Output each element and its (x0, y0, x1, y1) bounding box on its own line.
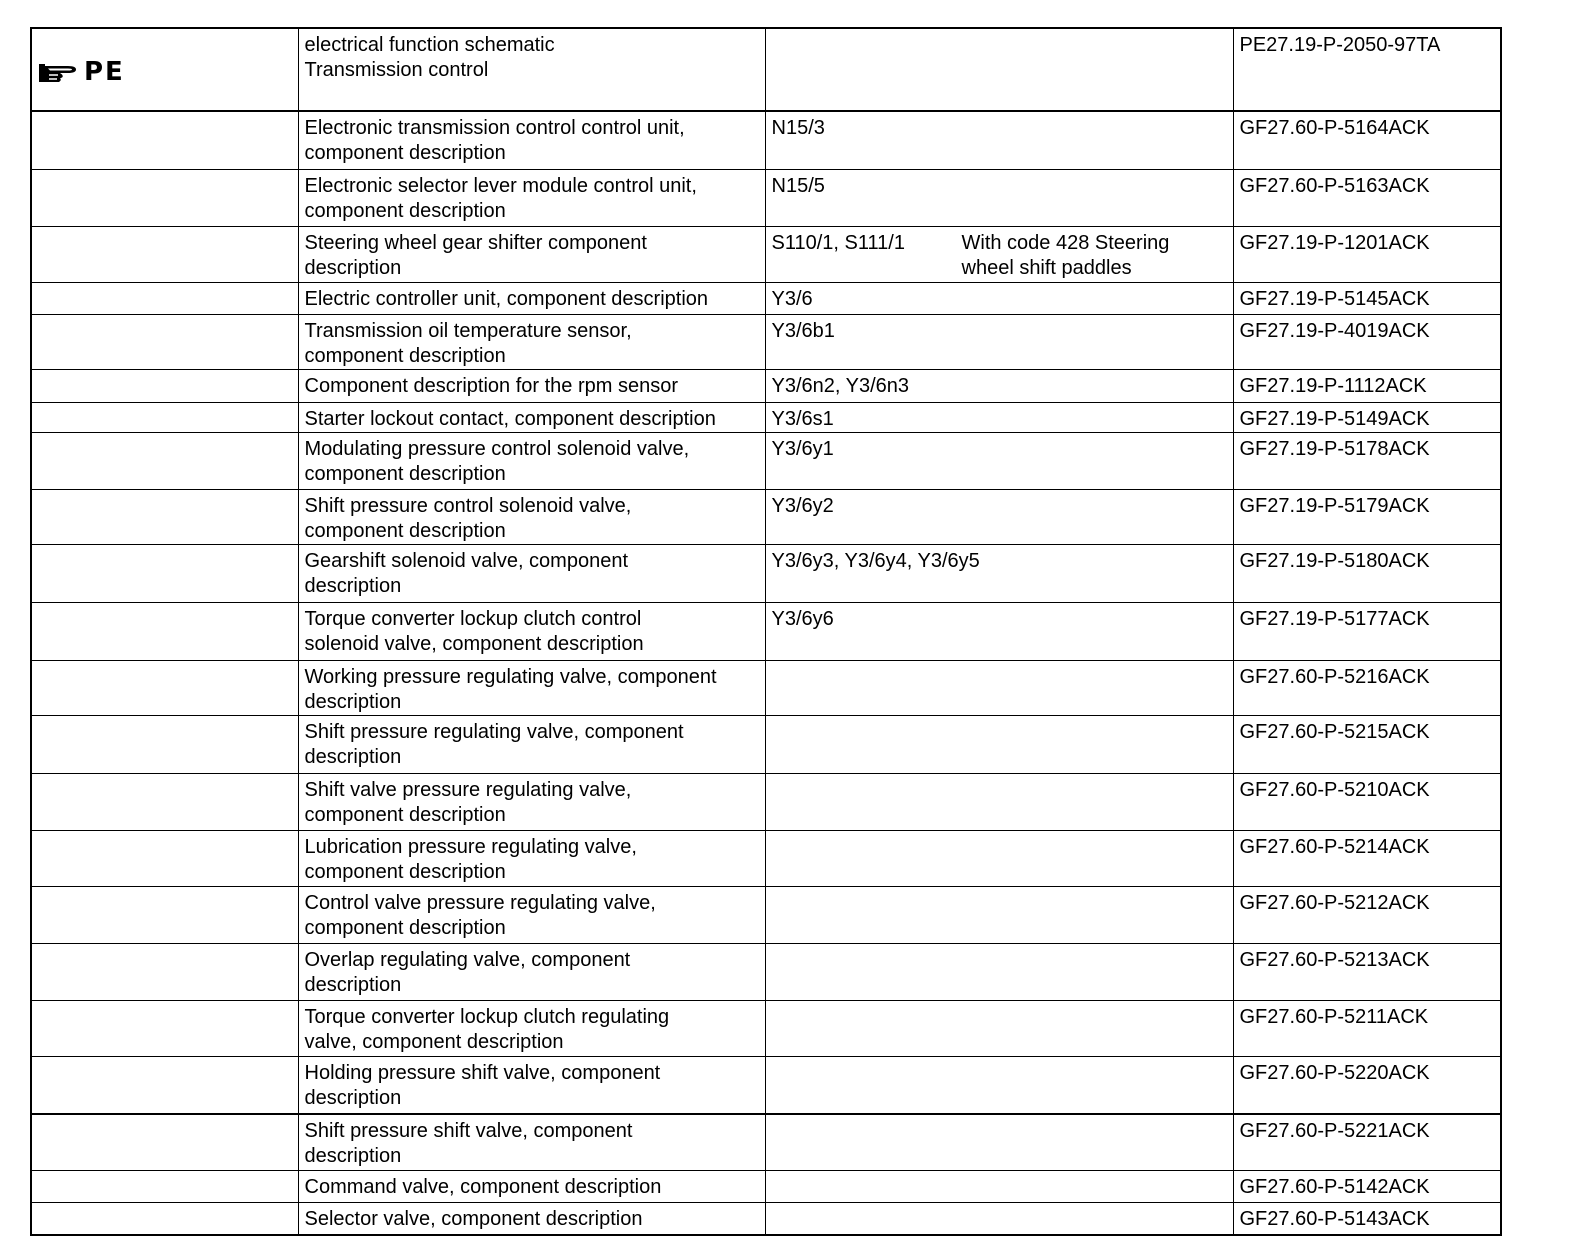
empty-cell (31, 1114, 298, 1170)
component-description: Control valve pressure regulating valve, component description (298, 886, 765, 943)
component-codes: Y3/6s1 (771, 407, 834, 430)
component-codes-cell (765, 314, 1233, 369)
document-reference[interactable]: GF27.19-P-5149ACK (1233, 402, 1501, 432)
document-reference[interactable]: GF27.19-P-1201ACK (1233, 226, 1501, 282)
table-row (31, 369, 1501, 402)
table-row (31, 660, 1501, 715)
component-description: Starter lockout contact, component description (298, 402, 765, 432)
table-row (31, 886, 1501, 943)
document-reference[interactable]: GF27.60-P-5220ACK (1233, 1056, 1501, 1114)
table-row (31, 432, 1501, 489)
table-row (31, 1056, 1501, 1114)
component-description: Gearshift solenoid valve, component description (298, 544, 765, 602)
document-reference[interactable]: GF27.60-P-5142ACK (1233, 1170, 1501, 1202)
component-description: Torque converter lockup clutch regulating valve, component description (298, 1000, 765, 1056)
table-row (31, 602, 1501, 660)
component-description: Working pressure regulating valve, component description (298, 660, 765, 715)
document-reference[interactable]: GF27.60-P-5214ACK (1233, 830, 1501, 886)
codes-and-note (772, 231, 1227, 281)
empty-cell (31, 1056, 298, 1114)
component-description: Shift pressure regulating valve, component description (298, 715, 765, 773)
empty-cell (31, 489, 298, 544)
table-row (31, 314, 1501, 369)
empty-cell (31, 715, 298, 773)
document-reference[interactable]: GF27.19-P-5145ACK (1233, 282, 1501, 314)
empty-cell (31, 1000, 298, 1056)
empty-cell (31, 226, 298, 282)
pointing-hand-icon (38, 61, 78, 85)
component-description: Holding pressure shift valve, component description (298, 1056, 765, 1114)
component-description: Lubrication pressure regulating valve, component description (298, 830, 765, 886)
component-description: Selector valve, component description (298, 1202, 765, 1235)
document-reference[interactable]: GF27.60-P-5163ACK (1233, 169, 1501, 226)
component-codes: Y3/6y6 (771, 607, 834, 630)
document-reference[interactable]: GF27.60-P-5143ACK (1233, 1202, 1501, 1235)
empty-cell (31, 773, 298, 830)
component-codes-cell (765, 886, 1233, 943)
component-codes-cell (765, 111, 1233, 169)
schematic-title: electrical function schematic Transmission control (298, 28, 765, 111)
pe-label: PE (84, 57, 125, 87)
table-row (31, 402, 1501, 432)
component-description: Shift pressure control solenoid valve, component description (298, 489, 765, 544)
component-description: Torque converter lockup clutch control solenoid valve, component description (298, 602, 765, 660)
document-reference[interactable]: GF27.60-P-5213ACK (1233, 943, 1501, 1000)
component-description: Command valve, component description (298, 1170, 765, 1202)
empty-cell (31, 660, 298, 715)
component-codes-cell (765, 226, 1233, 282)
document-reference[interactable]: GF27.60-P-5164ACK (1233, 111, 1501, 169)
table-row (31, 1000, 1501, 1056)
empty-cell (31, 1202, 298, 1235)
table-row (31, 489, 1501, 544)
component-codes: Y3/6y3, Y3/6y4, Y3/6y5 (771, 549, 980, 572)
component-codes-cell (765, 369, 1233, 402)
table-row (31, 111, 1501, 169)
component-description: Modulating pressure control solenoid valve, component description (298, 432, 765, 489)
table-row (31, 715, 1501, 773)
empty-cell (31, 830, 298, 886)
component-codes: Y3/6 (771, 287, 813, 310)
component-codes-cell (765, 830, 1233, 886)
table-row (31, 544, 1501, 602)
document-reference[interactable]: GF27.60-P-5215ACK (1233, 715, 1501, 773)
component-codes: Y3/6y1 (771, 437, 834, 460)
document-reference[interactable]: GF27.19-P-1112ACK (1233, 369, 1501, 402)
component-codes-cell (765, 660, 1233, 715)
component-codes-cell (765, 1000, 1233, 1056)
component-description: Shift valve pressure regulating valve, component description (298, 773, 765, 830)
component-description: Electronic transmission control control unit, component description (298, 111, 765, 169)
component-description: Steering wheel gear shifter component description (298, 226, 765, 282)
table-row (31, 169, 1501, 226)
empty-cell (31, 432, 298, 489)
empty-cell (31, 111, 298, 169)
empty-cell (31, 886, 298, 943)
component-codes: Y3/6y2 (771, 494, 834, 517)
component-codes-cell (765, 432, 1233, 489)
component-codes-cell (765, 489, 1233, 544)
pe-marker-cell (31, 28, 298, 111)
empty-cell (31, 602, 298, 660)
empty-cell (31, 402, 298, 432)
header-row (31, 28, 1501, 111)
document-reference[interactable]: GF27.60-P-5212ACK (1233, 886, 1501, 943)
empty-cell (31, 314, 298, 369)
document-reference[interactable]: GF27.19-P-5178ACK (1233, 432, 1501, 489)
component-codes-cell (765, 544, 1233, 602)
component-description: Electronic selector lever module control unit, component description (298, 169, 765, 226)
table-row (31, 1170, 1501, 1202)
component-codes-cell (765, 402, 1233, 432)
empty-cell (765, 28, 1233, 111)
component-codes-cell (765, 943, 1233, 1000)
component-codes-cell (765, 715, 1233, 773)
schematic-reference[interactable]: PE27.19-P-2050-97TA (1233, 28, 1501, 111)
component-codes-cell (765, 282, 1233, 314)
component-description: Overlap regulating valve, component description (298, 943, 765, 1000)
document-reference[interactable]: GF27.60-P-5221ACK (1233, 1114, 1501, 1170)
component-codes: N15/5 (771, 174, 825, 197)
table-row (31, 282, 1501, 314)
component-codes-cell (765, 1170, 1233, 1202)
component-codes: Y3/6n2, Y3/6n3 (771, 374, 910, 397)
empty-cell (31, 943, 298, 1000)
table-row (31, 1114, 1501, 1170)
document-reference[interactable]: GF27.19-P-5177ACK (1233, 602, 1501, 660)
component-codes: N15/3 (771, 117, 825, 139)
empty-cell (31, 544, 298, 602)
component-codes-cell (765, 1114, 1233, 1170)
document-reference[interactable]: GF27.60-P-5216ACK (1233, 660, 1501, 715)
document-reference[interactable]: GF27.19-P-5179ACK (1233, 489, 1501, 544)
table-row (31, 830, 1501, 886)
document-reference[interactable]: GF27.60-P-5211ACK (1233, 1000, 1501, 1056)
component-description: Shift pressure shift valve, component description (298, 1114, 765, 1170)
table-row (31, 226, 1501, 282)
empty-cell (31, 369, 298, 402)
component-codes-cell (765, 602, 1233, 660)
empty-cell (31, 169, 298, 226)
component-codes-cell (765, 1056, 1233, 1114)
component-codes-cell (765, 1202, 1233, 1235)
document-reference-table (30, 27, 1502, 1236)
component-description: Transmission oil temperature sensor, component description (298, 314, 765, 369)
document-reference[interactable]: GF27.19-P-5180ACK (1233, 544, 1501, 602)
component-codes-cell (765, 169, 1233, 226)
component-codes-cell (765, 773, 1233, 830)
component-codes: S110/1, S111/1 (771, 231, 905, 254)
component-description: Electric controller unit, component description (298, 282, 765, 314)
document-reference[interactable]: GF27.19-P-4019ACK (1233, 314, 1501, 369)
component-codes: Y3/6b1 (771, 319, 835, 342)
code-note: With code 428 Steering wheel shift paddles (961, 231, 1170, 279)
component-description: Component description for the rpm sensor (298, 369, 765, 402)
empty-cell (31, 1170, 298, 1202)
table-row (31, 943, 1501, 1000)
table-row (31, 1202, 1501, 1235)
document-reference[interactable]: GF27.60-P-5210ACK (1233, 773, 1501, 830)
table-row (31, 773, 1501, 830)
empty-cell (31, 282, 298, 314)
